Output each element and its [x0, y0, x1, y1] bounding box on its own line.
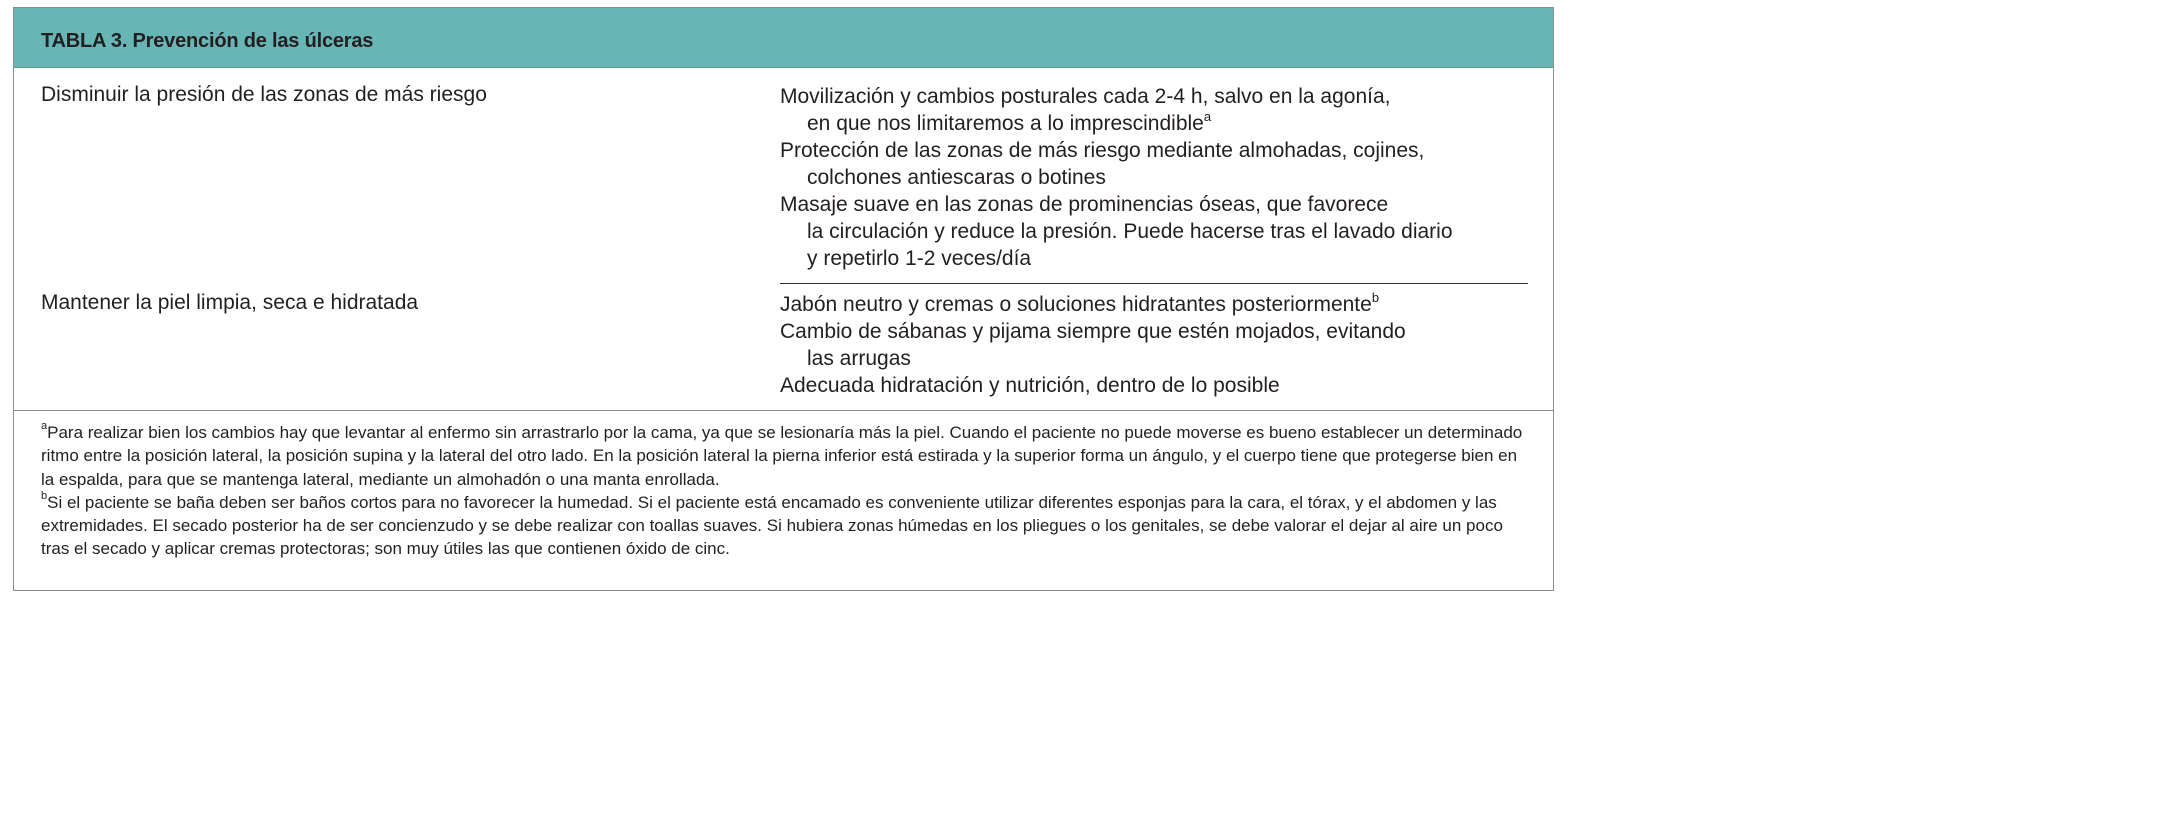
measures-list	[780, 83, 1453, 272]
footnote-text: Para realizar bien los cambios hay que levantar al enfermo sin arrastrarlo por la cama, ya que se lesionaría más la piel. Cuando el paciente no puede moverse es bueno establecer un determinado ritmo entre la posición lateral, la posición supina y la lateral del otro lado. En la posición lateral la pierna inferior está estirada y la superior forma un ángulo, y el cuerpo tiene que protegerse bien en la espalda, para que se mantenga lateral, mediante un almohadón o una manta enrollada.	[41, 423, 1523, 489]
measure-item: Adecuada hidratación y nutrición, dentro de lo posible	[780, 374, 1280, 397]
footnote-mark: b	[41, 489, 48, 502]
footnotes-divider	[14, 410, 1553, 411]
table-title: TABLA 3. Prevención de las úlceras	[41, 30, 374, 52]
measure-item: Cambio de sábanas y pijama siempre que estén mojados, evitando las arrugas	[780, 320, 1406, 370]
footnote-mark: b	[1371, 290, 1380, 305]
measure-item: Protección de las zonas de más riesgo mediante almohadas, cojines, colchones antiescaras o botines	[780, 139, 1425, 189]
row-divider	[780, 283, 1528, 284]
footnote-mark: a	[41, 420, 48, 432]
measure-item: Jabón neutro y cremas o soluciones hidratantes posteriormente$^b$	[780, 290, 1380, 316]
measure-item: Movilización y cambios posturales cada 2-4 h, salvo en la agonía, en que nos limitaremos a lo imprescindible$^a$	[780, 85, 1391, 135]
measure-item: Masaje suave en las zonas de prominencias óseas, que favorece la circulación y reduce la presión. Puede hacerse tras el lavado diario y repetirlo 1-2 veces/día	[780, 193, 1453, 270]
footnote	[41, 491, 1531, 561]
footnote	[41, 421, 1531, 491]
table-container	[13, 7, 1554, 591]
footnote-text: Si el paciente se baña deben ser baños cortos para no favorecer la humedad. Si el paciente está encamado es conveniente utilizar diferentes esponjas para la cara, el tórax, y el abdomen y las extremidades. El secado posterior ha de ser concienzudo y se debe realizar con toallas suaves. Si hubiera zonas húmedas en los pliegues o los genitales, se debe valorar el dejar al aire un poco tras el secado y aplicar cremas protectoras; son muy útiles las que contienen óxido de cinc.	[41, 492, 1503, 559]
table-title-bar	[14, 8, 1553, 68]
row-label: Disminuir la presión de las zonas de más riesgo	[41, 83, 487, 106]
footnote-mark: a	[1203, 109, 1212, 124]
row-label: Mantener la piel limpia, seca e hidratada	[41, 291, 419, 314]
footnotes	[41, 421, 1531, 561]
measures-list	[780, 291, 1406, 399]
